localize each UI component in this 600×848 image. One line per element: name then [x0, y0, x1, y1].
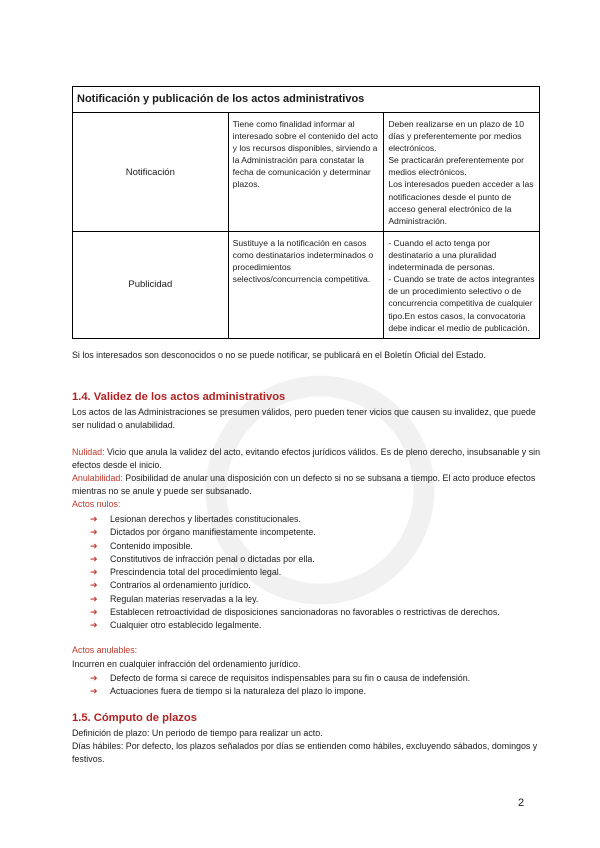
boe-note: Si los interesados son desconocidos o no se puede notificar, se publicará en el Boletín Oficial del Estado.: [72, 350, 486, 360]
section-heading-plazos: 1.5. Cómputo de plazos: [72, 712, 197, 724]
validez-intro: Los actos de las Administraciones se presumen válidos, pero pueden tener vicios que causen su invalidez, que puede ser nulidad o anulabilidad.: [72, 407, 536, 431]
page-number: 2: [518, 797, 525, 809]
arrow-right-icon: ➔: [90, 607, 98, 618]
arrow-right-icon: ➔: [90, 673, 98, 683]
list-item: ➔ Defecto de forma si carece de requisitos indispensables para su fin o causa de indefensión.: [90, 672, 530, 685]
arrow-right-icon: ➔: [90, 593, 98, 604]
list-item: ➔ Actuaciones fuera de tiempo si la naturaleza del plazo lo impone.: [90, 685, 530, 698]
table-row: [73, 113, 540, 232]
arrow-right-icon: ➔: [90, 567, 98, 578]
anulabilidad-definition: [72, 472, 542, 499]
list-item: ➔ Establecen retroactividad de disposiciones sancionadoras no favorables o restrictivas de derechos.: [90, 606, 530, 619]
row-description: Tiene como finalidad informar al interesado sobre el contenido del acto y los recursos disponibles, sirviendo a la Administración para constatar la fecha de comunicación y determinar plazos.: [232, 119, 378, 190]
row-label-publicidad: Publicidad: [73, 232, 229, 339]
table-row: [73, 232, 540, 339]
actos-nulos-list: [90, 513, 530, 633]
list-item: ➔ Regulan materias reservadas a la ley.: [90, 593, 530, 606]
anulables-intro: Incurren en cualquier infracción del ordenamiento jurídico.: [72, 659, 301, 669]
list-item: ➔ Contrarios al ordenamiento jurídico.: [90, 579, 530, 592]
actos-anulables-list: [90, 672, 530, 699]
row-label-notificacion: Notificación: [73, 113, 229, 232]
list-item: ➔ Lesionan derechos y libertades constitucionales.: [90, 513, 530, 526]
arrow-right-icon: ➔: [90, 527, 98, 538]
nulidad-label: Nulidad:: [72, 447, 105, 457]
notification-table: [72, 86, 540, 339]
anulabilidad-label: Anulabilidad:: [72, 473, 123, 483]
list-item: ➔ Dictados por órgano manifiestamente incompetente.: [90, 526, 530, 539]
row-details: Deben realizarse en un plazo de 10 días y preferentemente por medios electrónicos. Se practicarán preferentemente por medios electrónicos. Los interesados pueden acceder a las notificaciones desde el punto de acceso general electrónico de la Administración.: [388, 119, 534, 226]
row-description: Sustituye a la notificación en casos como destinatarios indeterminados o procedimientos selectivos/concurrencia competitiva.: [232, 238, 374, 285]
list-item: ➔ Contenido imposible.: [90, 540, 530, 553]
anulabilidad-text: Posibilidad de anular una disposición con un defecto si no se subsana a tiempo. El acto produce efectos mientras no se anule y puede ser subsanado.: [72, 473, 536, 497]
dias-habiles: Días hábiles: Por defecto, los plazos señalados por días se entienden como hábiles, excluyendo sábados, domingos y festivos.: [72, 741, 538, 765]
row-details: - Cuando el acto tenga por destinatario a una pluralidad indeterminada de personas. - Cuando se trate de actos integrantes de un procedimiento selectivo o de concurrencia competitiva de cualquier tipo.En estos casos, la convocatoria debe indicar el medio de publicación.: [388, 238, 535, 333]
list-item: ➔ Cualquier otro establecido legalmente.: [90, 619, 530, 632]
actos-anulables-label: Actos anulables:: [72, 645, 138, 655]
list-item: ➔ Prescindencia total del procedimiento legal.: [90, 566, 530, 579]
arrow-right-icon: ➔: [90, 540, 98, 551]
actos-nulos-label: Actos nulos:: [72, 499, 121, 509]
arrow-right-icon: ➔: [90, 620, 98, 631]
arrow-right-icon: ➔: [90, 686, 98, 697]
arrow-right-icon: ➔: [90, 580, 98, 591]
nulidad-text: Vicio que anula la validez del acto, evitando efectos jurídicos válidos. Es de pleno derecho, insubsanable y sin efectos desde el inicio.: [72, 447, 541, 471]
plazo-definition: Definición de plazo: Un periodo de tiempo para realizar un acto.: [72, 728, 323, 738]
arrow-right-icon: ➔: [90, 553, 98, 564]
nulidad-definition: [72, 446, 542, 473]
arrow-right-icon: ➔: [90, 514, 98, 524]
list-item: ➔ Constitutivos de infracción penal o dictadas por ella.: [90, 553, 530, 566]
table-title: Notificación y publicación de los actos administrativos: [73, 87, 540, 113]
section-heading-validez: 1.4. Validez de los actos administrativos: [72, 391, 286, 403]
